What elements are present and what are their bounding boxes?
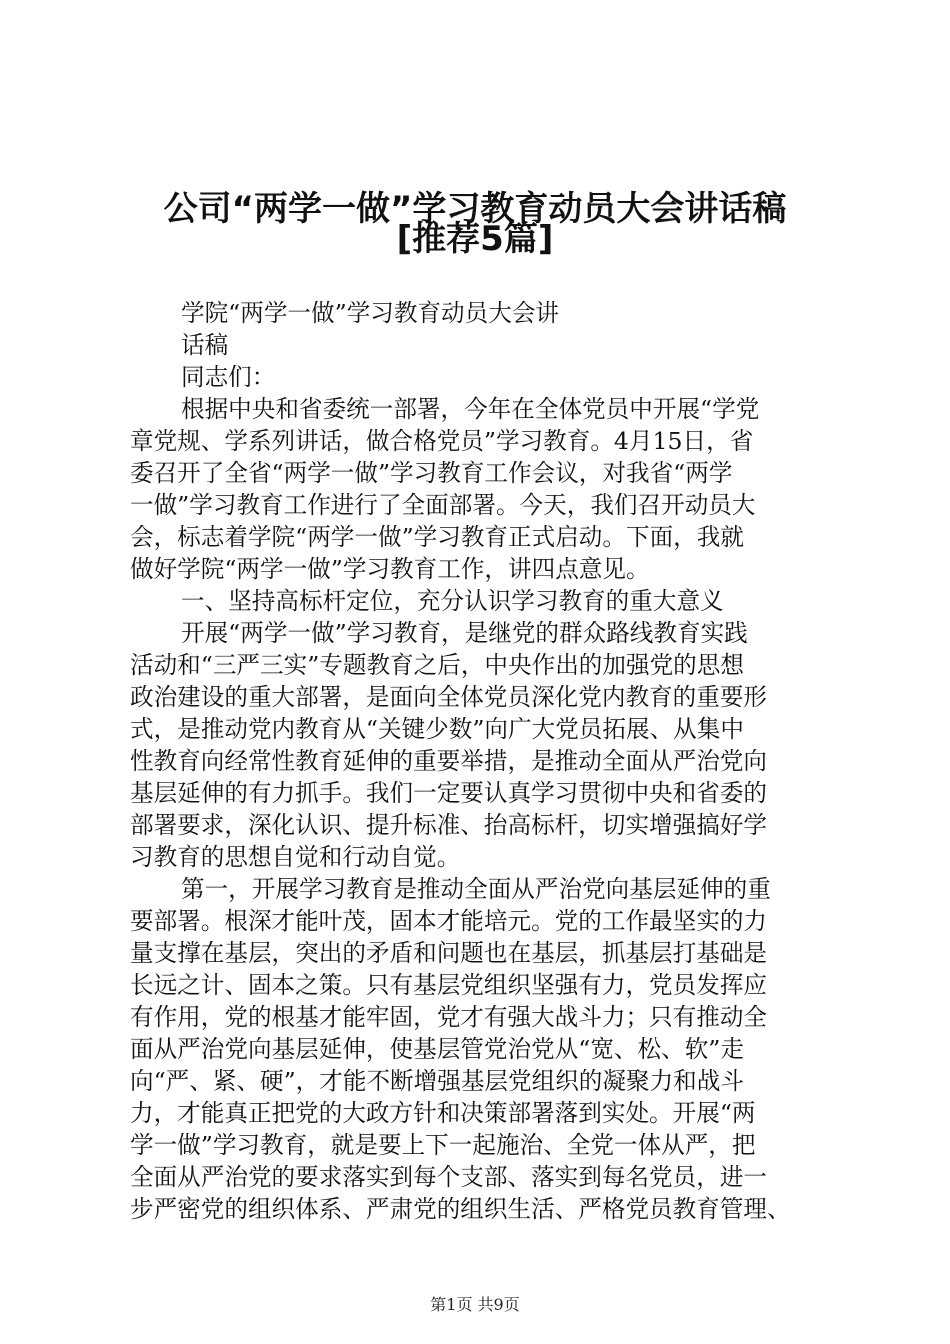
body-line: 式，是推动党内教育从“关键少数”向广大党员拓展、从集中 xyxy=(130,715,744,743)
body-line: 性教育向经常性教育延伸的重要举措，是推动全面从严治党向 xyxy=(130,747,768,775)
body-line: 委召开了全省“两学一做”学习教育工作会议，对我省“两学 xyxy=(130,459,733,487)
page-number-footer: 第1页 共9页 xyxy=(430,1295,520,1314)
body-line: 活动和“三严三实”专题教育之后，中央作出的加强党的思想 xyxy=(130,651,744,679)
body-line: 步严密党的组织体系、严肃党的组织生活、严格党员教育管理、 xyxy=(130,1195,791,1223)
body-line: 第一，开展学习教育是推动全面从严治党向基层延伸的重 xyxy=(181,875,771,903)
body-line: 部署要求，深化认识、提升标准、抬高标杆，切实增强搞好学 xyxy=(130,811,768,839)
body-line: 向“严、紧、硬”，才能不断增强基层党组织的凝聚力和战斗 xyxy=(130,1067,744,1095)
body-line: 面从严治党向基层延伸，使基层管党治党从“宽、松、软”走 xyxy=(130,1035,744,1063)
body-line: 话稿 xyxy=(181,331,229,359)
body-line: 做好学院“两学一做”学习教育工作，讲四点意见。 xyxy=(130,555,650,583)
body-line: 有作用，党的根基才能牢固，党才有强大战斗力；只有推动全 xyxy=(130,1003,768,1031)
document-title-subtitle: [推荐5篇] xyxy=(396,219,554,259)
body-line: 习教育的思想自觉和行动自觉。 xyxy=(130,843,461,871)
body-line: 学一做”学习教育，就是要上下一起施治、全党一体从严，把 xyxy=(130,1131,756,1159)
body-line: 开展“两学一做”学习教育，是继党的群众路线教育实践 xyxy=(181,619,748,647)
body-line: 基层延伸的有力抓手。我们一定要认真学习贯彻中央和省委的 xyxy=(130,779,768,807)
body-line: 长远之计、固本之策。只有基层党组织坚强有力，党员发挥应 xyxy=(130,971,768,999)
body-line: 学院“两学一做”学习教育动员大会讲 xyxy=(181,299,560,327)
body-line: 一做”学习教育工作进行了全面部署。今天，我们召开动员大 xyxy=(130,491,756,519)
body-line: 根据中央和省委统一部署，今年在全体党员中开展“学党 xyxy=(181,395,760,423)
body-line: 要部署。根深才能叶茂，固本才能培元。党的工作最坚实的力 xyxy=(130,907,768,935)
body-line: 政治建设的重大部署，是面向全体党员深化党内教育的重要形 xyxy=(130,683,768,711)
body-line: 同志们： xyxy=(181,363,276,391)
section-heading: 一、坚持高标杆定位，充分认识学习教育的重大意义 xyxy=(181,587,724,615)
body-line: 会，标志着学院“两学一做”学习教育正式启动。下面，我就 xyxy=(130,523,744,551)
body-line: 章党规、学系列讲话，做合格党员”学习教育。4月15日，省 xyxy=(130,427,754,455)
body-line: 量支撑在基层，突出的矛盾和问题也在基层，抓基层打基础是 xyxy=(130,939,768,967)
body-line: 力，才能真正把党的大政方针和决策部署落到实处。开展“两 xyxy=(130,1099,756,1127)
body-line: 全面从严治党的要求落实到每个支部、落实到每名党员，进一 xyxy=(130,1163,768,1191)
document-title: 公司“两学一做”学习教育动员大会讲话稿 xyxy=(163,189,787,229)
